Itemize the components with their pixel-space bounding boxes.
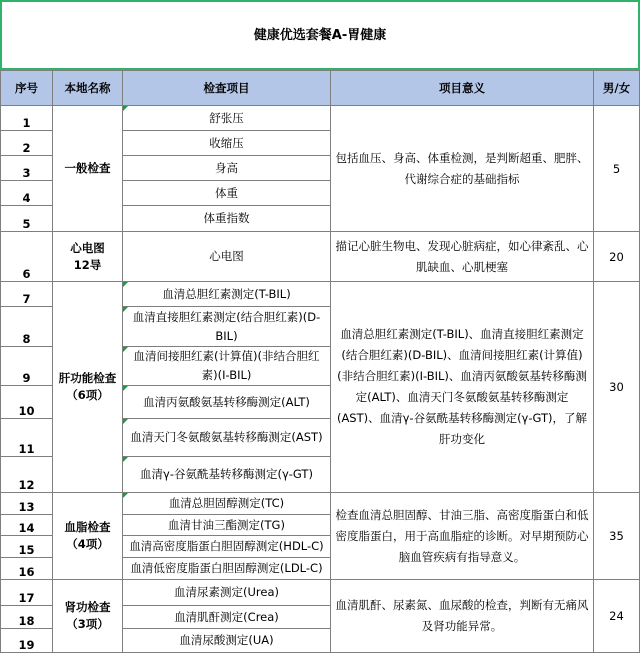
row-number: 1 — [1, 106, 53, 131]
check-item: 血清总胆红素测定(T-BIL) — [123, 282, 331, 307]
category-line: 心电图 — [70, 240, 105, 255]
item-meaning: 检查血清总胆固醇、甘油三脂、高密度脂蛋白和低密度脂蛋白，用于高血脂症的诊断。对早期预防心脑血管疾病有指导意义。 — [331, 493, 594, 580]
page-title: 健康优选套餐A-胃健康 — [253, 28, 387, 43]
category-line: （6项） — [66, 388, 109, 402]
row-number: 10 — [1, 386, 53, 419]
check-item: 血清尿酸测定(UA) — [123, 629, 331, 653]
category-line: 肾功检查 — [64, 600, 111, 614]
category-line: （4项） — [66, 537, 109, 551]
check-item: 血清γ-谷氨酰基转移酶测定(γ-GT) — [123, 457, 331, 493]
header-meaning: 项目意义 — [331, 71, 594, 106]
category-line: 12导 — [73, 257, 102, 272]
check-item: 血清直接胆红素测定(结合胆红素)(D-BIL) — [123, 307, 331, 347]
row-number: 7 — [1, 282, 53, 307]
category-name — [53, 580, 123, 653]
check-item: 身高 — [123, 156, 331, 181]
table-row — [1, 580, 640, 606]
item-meaning: 包括血压、身高、体重检测，是判断超重、肥胖、代谢综合症的基础指标 — [331, 106, 594, 232]
check-item: 血清丙氨酸氨基转移酶测定(ALT) — [123, 386, 331, 419]
row-number: 5 — [1, 206, 53, 232]
check-item: 血清甘油三酯测定(TG) — [123, 515, 331, 536]
item-meaning: 血清总胆红素测定(T-BIL)、血清直接胆红素测定(结合胆红素)(D-BIL)、血清间接胆红素(计算值)(非结合胆红素)(I-BIL)、血清丙氨酸氨基转移酶测定(ALT)、血清天门冬氨酸氨基转移酶测定(AST)、血清γ-谷氨酰基转移酶测定(γ-GT)，了解肝功变化 — [331, 282, 594, 493]
table-row — [1, 493, 640, 515]
header-item: 检查项目 — [123, 71, 331, 106]
category-line: 一般检查 — [64, 161, 111, 175]
check-item: 血清总胆固醇测定(TC) — [123, 493, 331, 515]
row-number: 2 — [1, 131, 53, 156]
header-local-name: 本地名称 — [53, 71, 123, 106]
row-number: 8 — [1, 307, 53, 347]
header-row — [1, 71, 640, 106]
row-number: 9 — [1, 347, 53, 386]
category-name — [53, 493, 123, 580]
gender-count: 24 — [594, 580, 640, 653]
gender-count: 20 — [594, 232, 640, 282]
row-number: 16 — [1, 558, 53, 580]
row-number: 19 — [1, 629, 53, 653]
check-item: 血清肌酐测定(Crea) — [123, 606, 331, 629]
gender-count: 5 — [594, 106, 640, 232]
category-name — [53, 232, 123, 282]
category-line: （3项） — [66, 617, 109, 631]
table-row — [1, 282, 640, 307]
item-meaning: 血清肌酐、尿素氮、血尿酸的检查，判断有无痛风及肾功能异常。 — [331, 580, 594, 653]
row-number: 15 — [1, 536, 53, 558]
header-gender: 男/女 — [594, 71, 640, 106]
row-number: 18 — [1, 606, 53, 629]
table-row — [1, 232, 640, 282]
category-line: 血脂检查 — [64, 520, 111, 534]
row-number: 11 — [1, 419, 53, 457]
check-item: 体重 — [123, 181, 331, 206]
row-number: 6 — [1, 232, 53, 282]
check-item: 心电图 — [123, 232, 331, 282]
check-item: 舒张压 — [123, 106, 331, 131]
header-no: 序号 — [1, 71, 53, 106]
row-number: 12 — [1, 457, 53, 493]
package-table — [0, 70, 640, 653]
row-number: 13 — [1, 493, 53, 515]
check-item: 血清间接胆红素(计算值)(非结合胆红素)(I-BIL) — [123, 347, 331, 386]
title-banner — [0, 0, 640, 70]
category-name — [53, 106, 123, 232]
item-meaning: 描记心脏生物电、发现心脏病症，如心律紊乱、心肌缺血、心肌梗塞 — [331, 232, 594, 282]
category-line: 肝功能检查 — [58, 371, 117, 385]
check-item: 血清低密度脂蛋白胆固醇测定(LDL-C) — [123, 558, 331, 580]
category-name — [53, 282, 123, 493]
row-number: 14 — [1, 515, 53, 536]
check-item: 血清高密度脂蛋白胆固醇测定(HDL-C) — [123, 536, 331, 558]
row-number: 17 — [1, 580, 53, 606]
check-item: 体重指数 — [123, 206, 331, 232]
table-row — [1, 106, 640, 131]
row-number: 4 — [1, 181, 53, 206]
gender-count: 35 — [594, 493, 640, 580]
row-number: 3 — [1, 156, 53, 181]
check-item: 收缩压 — [123, 131, 331, 156]
check-item: 血清天门冬氨酸氨基转移酶测定(AST) — [123, 419, 331, 457]
gender-count: 30 — [594, 282, 640, 493]
check-item: 血清尿素测定(Urea) — [123, 580, 331, 606]
